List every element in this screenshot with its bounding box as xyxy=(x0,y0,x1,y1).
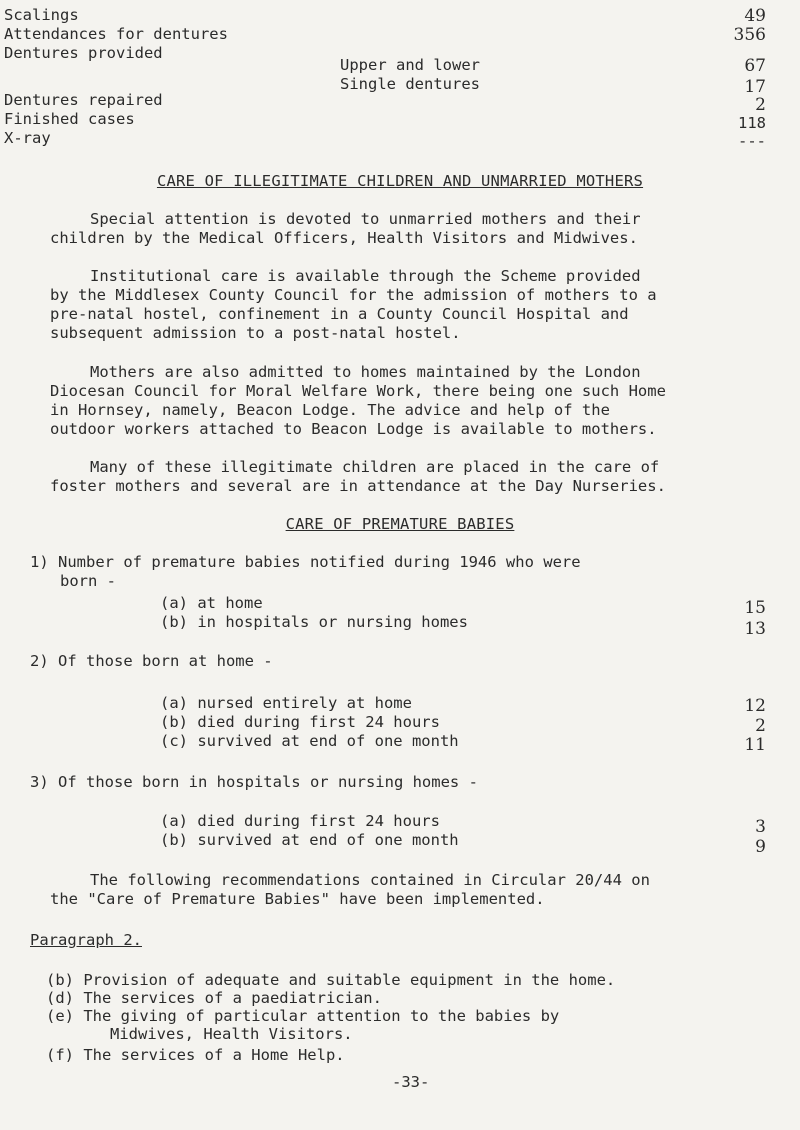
list-item: (b) Provision of adequate and suitable equipment in the home. xyxy=(46,971,616,989)
question-line: 1) Number of premature babies notified during 1946 who were xyxy=(30,553,581,571)
stat-value: 49 xyxy=(744,6,766,26)
stat-label: X-ray xyxy=(4,129,51,147)
list-item: (b) survived at end of one month xyxy=(160,831,459,849)
list-item: (a) died during first 24 hours xyxy=(160,812,440,830)
list-item: (e) The giving of particular attention to the babies by xyxy=(46,1007,560,1025)
list-item: (b) in hospitals or nursing homes xyxy=(160,613,468,631)
stat-value: 118 xyxy=(738,114,766,132)
item-value: 9 xyxy=(755,837,766,857)
paragraph-line: by the Middlesex County Council for the admission of mothers to a xyxy=(50,286,657,304)
question-2: 2) Of those born at home - xyxy=(30,652,273,670)
list-item: (b) died during first 24 hours xyxy=(160,713,440,731)
paragraph-line: The following recommendations contained in Circular 20/44 on xyxy=(90,871,650,889)
list-item: (d) The services of a paediatrician. xyxy=(46,989,382,1007)
list-item-continuation: Midwives, Health Visitors. xyxy=(110,1025,353,1043)
question-line: born - xyxy=(60,572,116,590)
stat-value: 17 xyxy=(744,77,766,97)
item-value: 2 xyxy=(755,716,766,736)
stat-label: Attendances for dentures xyxy=(4,25,228,43)
paragraph-line: pre-natal hostel, confinement in a County Council Hospital and xyxy=(50,305,629,323)
paragraph-line: children by the Medical Officers, Health Visitors and Midwives. xyxy=(50,229,638,247)
paragraph-line: Institutional care is available through the Scheme provided xyxy=(90,267,641,285)
paragraph-line: Diocesan Council for Moral Welfare Work, there being one such Home xyxy=(50,382,666,400)
paragraph-2-heading: Paragraph 2. xyxy=(30,931,142,949)
paragraph-line: the "Care of Premature Babies" have been implemented. xyxy=(50,890,545,908)
stat-label: Dentures provided xyxy=(4,44,163,62)
paragraph xyxy=(50,210,780,248)
section-heading-illegitimate: CARE OF ILLEGITIMATE CHILDREN AND UNMARRIED MOTHERS xyxy=(156,172,644,190)
stat-value: --- xyxy=(738,132,766,150)
stat-value: 356 xyxy=(733,25,766,45)
item-value: 13 xyxy=(744,619,766,639)
list-item: (a) nursed entirely at home xyxy=(160,694,412,712)
paragraph xyxy=(50,458,780,496)
paragraph-line: Many of these illegitimate children are placed in the care of xyxy=(90,458,660,476)
item-value: 3 xyxy=(755,817,766,837)
page-number: -33- xyxy=(392,1073,430,1091)
item-value: 12 xyxy=(744,696,766,716)
question-3: 3) Of those born in hospitals or nursing homes - xyxy=(30,773,478,791)
list-item: (c) survived at end of one month xyxy=(160,732,459,750)
list-item: (f) The services of a Home Help. xyxy=(46,1046,345,1064)
section-heading-premature: CARE OF PREMATURE BABIES xyxy=(285,515,515,533)
paragraph-line: Mothers are also admitted to homes maintained by the London xyxy=(90,363,641,381)
stat-label: Scalings xyxy=(4,6,79,24)
stat-sublabel: Upper and lower xyxy=(340,56,480,74)
paragraph-line: subsequent admission to a post-natal hostel. xyxy=(50,324,461,342)
question-1 xyxy=(30,553,730,591)
stat-label: Finished cases xyxy=(4,110,135,128)
item-value: 15 xyxy=(744,598,766,618)
stat-sublabel: Single dentures xyxy=(340,75,480,93)
stat-value: 67 xyxy=(744,56,766,76)
paragraph xyxy=(50,267,780,343)
paragraph-line: in Hornsey, namely, Beacon Lodge. The advice and help of the xyxy=(50,401,610,419)
stat-label: Dentures repaired xyxy=(4,91,163,109)
paragraph xyxy=(50,871,780,909)
stat-value: 2 xyxy=(755,95,766,115)
paragraph-line: outdoor workers attached to Beacon Lodge is available to mothers. xyxy=(50,420,657,438)
paragraph xyxy=(50,363,780,439)
paragraph-line: Special attention is devoted to unmarried mothers and their xyxy=(90,210,641,228)
item-value: 11 xyxy=(744,735,766,755)
paragraph-line: foster mothers and several are in attendance at the Day Nurseries. xyxy=(50,477,666,495)
list-item: (a) at home xyxy=(160,594,263,612)
